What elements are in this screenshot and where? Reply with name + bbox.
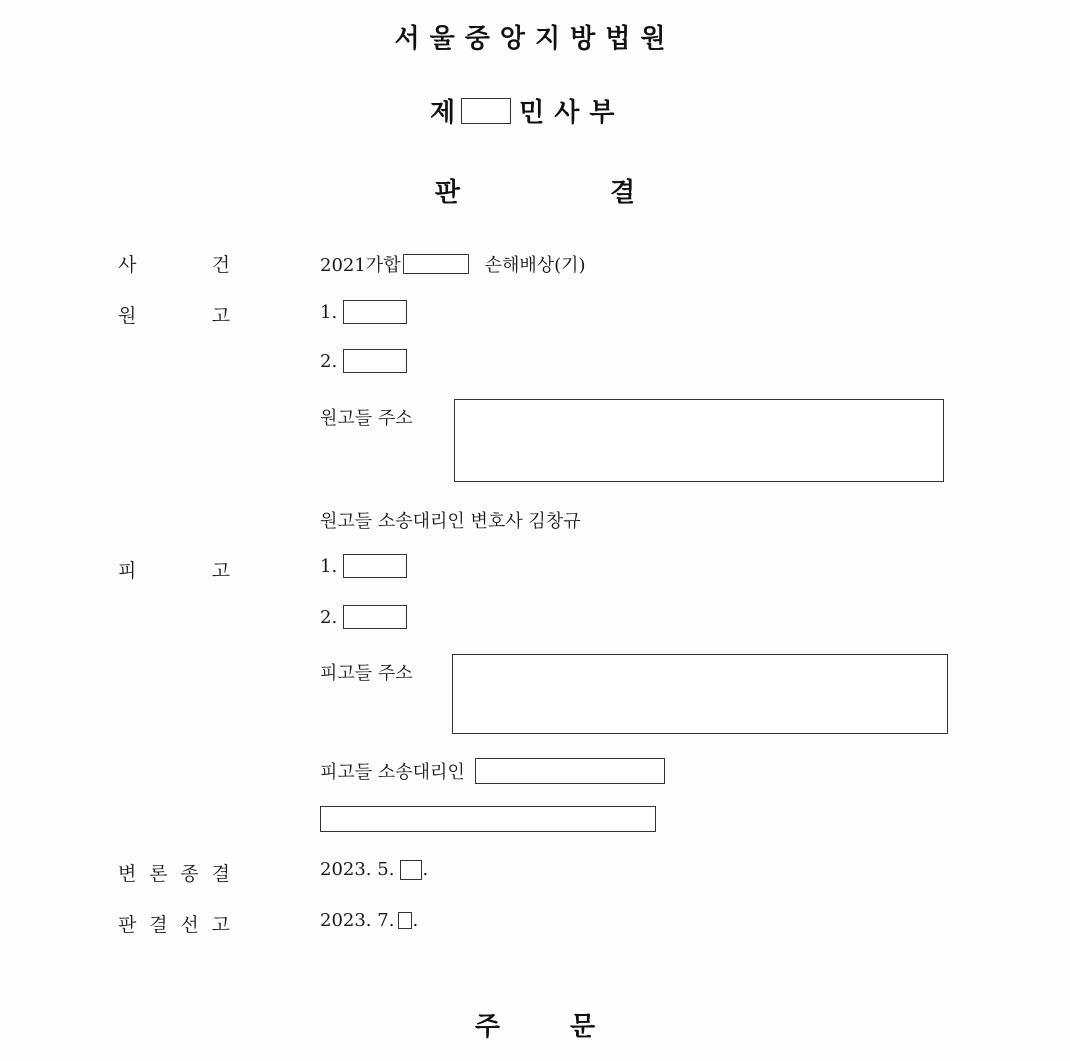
document-title	[0, 172, 1070, 209]
redacted-plaintiff-address	[454, 399, 944, 482]
defendant-counsel	[320, 758, 665, 784]
defendant-address-label: 피고들 주소	[320, 663, 413, 684]
title-part-1: 판	[434, 178, 460, 208]
case-name: 손해배상(기)	[484, 255, 586, 276]
plaintiff-label: 원 고	[118, 305, 230, 327]
plaintiff-address-label: 원고들 주소	[320, 408, 413, 429]
order-part-2: 문	[570, 1012, 596, 1042]
division-title	[430, 92, 624, 129]
redacted-defendant-2	[343, 605, 407, 629]
plaintiff-item-1: 1.	[320, 300, 407, 324]
plaintiff-item-2: 2.	[320, 349, 407, 373]
redacted-defendant-counsel	[475, 758, 665, 784]
redacted-defendant-address	[452, 654, 948, 734]
plaintiff-counsel: 원고들 소송대리인 변호사 김창규	[320, 511, 581, 532]
case-label: 사 건	[118, 254, 230, 276]
defendant-counsel-label: 피고들 소송대리인	[320, 762, 465, 783]
redacted-plaintiff-1	[343, 300, 407, 324]
order-title	[0, 1006, 1070, 1043]
judgment-date-prefix: 2023. 7.	[320, 910, 395, 931]
closing-date-prefix: 2023. 5.	[320, 859, 395, 880]
defendant-label: 피 고	[118, 560, 230, 582]
closing-label: 변 론 종 결	[118, 863, 230, 885]
court-name: 서울중앙지방법원	[394, 24, 676, 54]
title-part-2: 결	[610, 178, 636, 208]
division-prefix: 제	[430, 98, 456, 128]
defendant-item-2: 2.	[320, 605, 407, 629]
defendant-item-1: 1.	[320, 554, 407, 578]
redacted-closing-day	[400, 860, 422, 880]
closing-date: 2023. 5. .	[320, 859, 429, 880]
redacted-division-number	[461, 98, 511, 124]
redacted-plaintiff-2	[343, 349, 407, 373]
judgment-label: 판 결 선 고	[118, 914, 230, 936]
order-part-1: 주	[474, 1012, 500, 1042]
case-value	[320, 251, 586, 277]
redacted-judgment-day	[398, 912, 412, 929]
redacted-defendant-1	[343, 554, 407, 578]
judgment-date: 2023. 7. .	[320, 910, 419, 931]
redacted-defendant-counsel-2	[320, 806, 656, 832]
case-number-prefix: 2021가합	[320, 255, 401, 276]
division-suffix: 민사부	[519, 98, 625, 128]
redacted-case-number	[403, 254, 469, 274]
